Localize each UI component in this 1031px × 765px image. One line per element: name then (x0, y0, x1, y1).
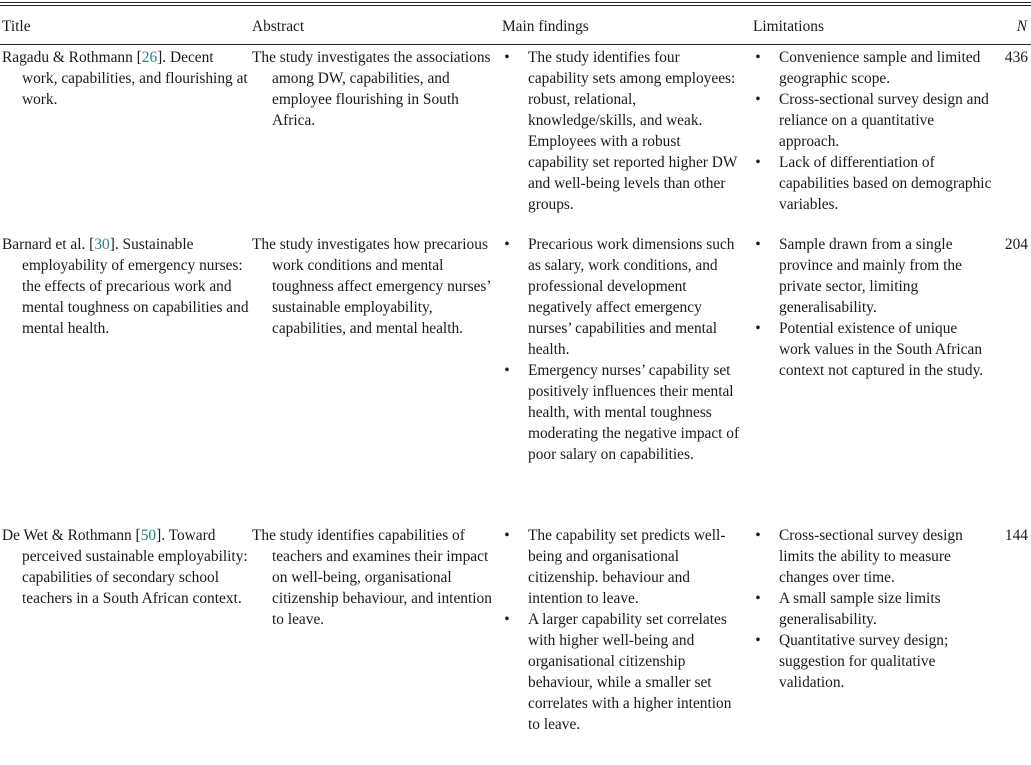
reference-link[interactable]: 26 (141, 49, 158, 66)
bullet-icon: • (504, 611, 510, 628)
limitations-list (753, 234, 1000, 381)
study-title-author: Ragadu & Rothmann [ (2, 49, 142, 66)
bullet-icon: • (755, 49, 761, 66)
sample-size: 144 (1004, 527, 1028, 544)
bullet-icon: • (755, 236, 761, 253)
table-row (0, 234, 1031, 525)
study-title (2, 525, 250, 609)
limitation-item (753, 525, 1000, 588)
sample-size: 204 (1004, 236, 1028, 253)
finding-text: The capability set predicts well-being and organisational citizenship. behaviour and intention to leave. (528, 527, 726, 607)
limitation-item (753, 630, 1000, 693)
abstract-cell (250, 525, 500, 750)
table-row (0, 525, 1031, 750)
limitations-list (753, 525, 1000, 693)
header-title: Title (2, 18, 31, 35)
findings-list (502, 47, 751, 215)
limitation-text: Cross-sectional survey design and reliance on a quantitative approach. (779, 91, 989, 150)
limitations-cell (751, 47, 1000, 234)
findings-list (502, 234, 751, 465)
header-n: N (1016, 18, 1027, 35)
finding-item (502, 47, 751, 215)
finding-text: Precarious work dimensions such as salary, work conditions, and professional development negatively affect emergency nurses’ capabilities and mental health. (528, 236, 735, 358)
study-title (2, 47, 250, 110)
studies-table (0, 10, 1031, 750)
finding-text: The study identifies four capability sets among employees: robust, relational, knowledge/skills, and weak. Employees with a robust capability set reported higher DW and well-being levels than other groups. (528, 49, 738, 213)
study-title-cell (0, 47, 250, 234)
main-findings-cell (500, 234, 751, 525)
limitation-item (753, 47, 1000, 89)
bullet-icon: • (755, 320, 761, 337)
finding-item (502, 360, 751, 465)
limitation-text: Cross-sectional survey design limits the ability to measure changes over time. (779, 527, 963, 586)
header-abstract: Abstract (252, 18, 305, 35)
header-limitations: Limitations (753, 18, 824, 35)
finding-item (502, 609, 751, 735)
table-header-row (0, 10, 1031, 47)
main-findings-cell (500, 47, 751, 234)
finding-item (502, 234, 751, 360)
finding-text: A larger capability set correlates with higher well-being and organisational citizenship behaviour, while a smaller set correlates with a higher intention to leave. (528, 611, 732, 733)
abstract-text: The study investigates the associations among DW, capabilities, and employee flourishing in South Africa. (252, 49, 491, 129)
abstract-text: The study investigates how precarious work conditions and mental toughness affect emergency nurses’ sustainable employability, capabilities, and mental health. (252, 236, 491, 337)
bullet-icon: • (504, 49, 510, 66)
study-title-author: De Wet & Rothmann [ (2, 527, 141, 544)
limitation-text: Potential existence of unique work values in the South African context not captured in the study. (779, 320, 984, 379)
header-main-findings: Main findings (502, 18, 589, 35)
bullet-icon: • (755, 590, 761, 607)
study-title-text: ]. Decent work, capabilities, and flourishing at work. (22, 49, 248, 108)
bullet-icon: • (755, 632, 761, 649)
table-row (0, 47, 1031, 234)
limitations-cell (751, 234, 1000, 525)
limitation-text: Quantitative survey design; suggestion for qualitative validation. (779, 632, 949, 691)
reference-link[interactable]: 50 (140, 527, 157, 544)
study-title-cell (0, 234, 250, 525)
bullet-icon: • (755, 527, 761, 544)
limitation-text: Lack of differentiation of capabilities based on demographic variables. (779, 154, 992, 213)
limitation-item (753, 588, 1000, 630)
bullet-icon: • (504, 236, 510, 253)
study-title-author: Barnard et al. [ (2, 236, 95, 253)
table-top-rule (0, 2, 1031, 3)
limitation-item (753, 89, 1000, 152)
bullet-icon: • (755, 154, 761, 171)
bullet-icon: • (504, 527, 510, 544)
finding-item (502, 525, 751, 609)
abstract-text: The study identifies capabilities of teachers and examines their impact on well-being, organisational citizenship behaviour, and intention to leave. (252, 527, 492, 628)
limitation-text: Sample drawn from a single province and mainly from the private sector, limiting generalisability. (779, 236, 962, 316)
table-top-rule-inner (0, 5, 1031, 6)
study-title-text: ]. Toward perceived sustainable employability: capabilities of secondary school teachers in a South African context. (22, 527, 248, 607)
findings-list (502, 525, 751, 735)
reference-link[interactable]: 30 (94, 236, 110, 253)
bullet-icon: • (504, 362, 510, 379)
main-findings-cell (500, 525, 751, 750)
abstract-cell (250, 234, 500, 525)
limitation-item (753, 318, 1000, 381)
sample-size: 436 (1004, 49, 1028, 66)
finding-text: Emergency nurses’ capability set positively influences their mental health, with mental toughness moderating the negative impact of poor salary on capabilities. (528, 362, 740, 463)
limitations-list (753, 47, 1000, 215)
study-title (2, 234, 250, 339)
limitation-item (753, 152, 1000, 215)
study-title-cell (0, 525, 250, 750)
study-title-text: ]. Sustainable employability of emergency nurses: the effects of precarious work and mental toughness on capabilities and mental health. (22, 236, 249, 337)
bullet-icon: • (755, 91, 761, 108)
limitation-text: Convenience sample and limited geographic scope. (779, 49, 981, 87)
limitations-cell (751, 525, 1000, 750)
limitation-item (753, 234, 1000, 318)
limitation-text: A small sample size limits generalisability. (779, 590, 941, 628)
abstract-cell (250, 47, 500, 234)
